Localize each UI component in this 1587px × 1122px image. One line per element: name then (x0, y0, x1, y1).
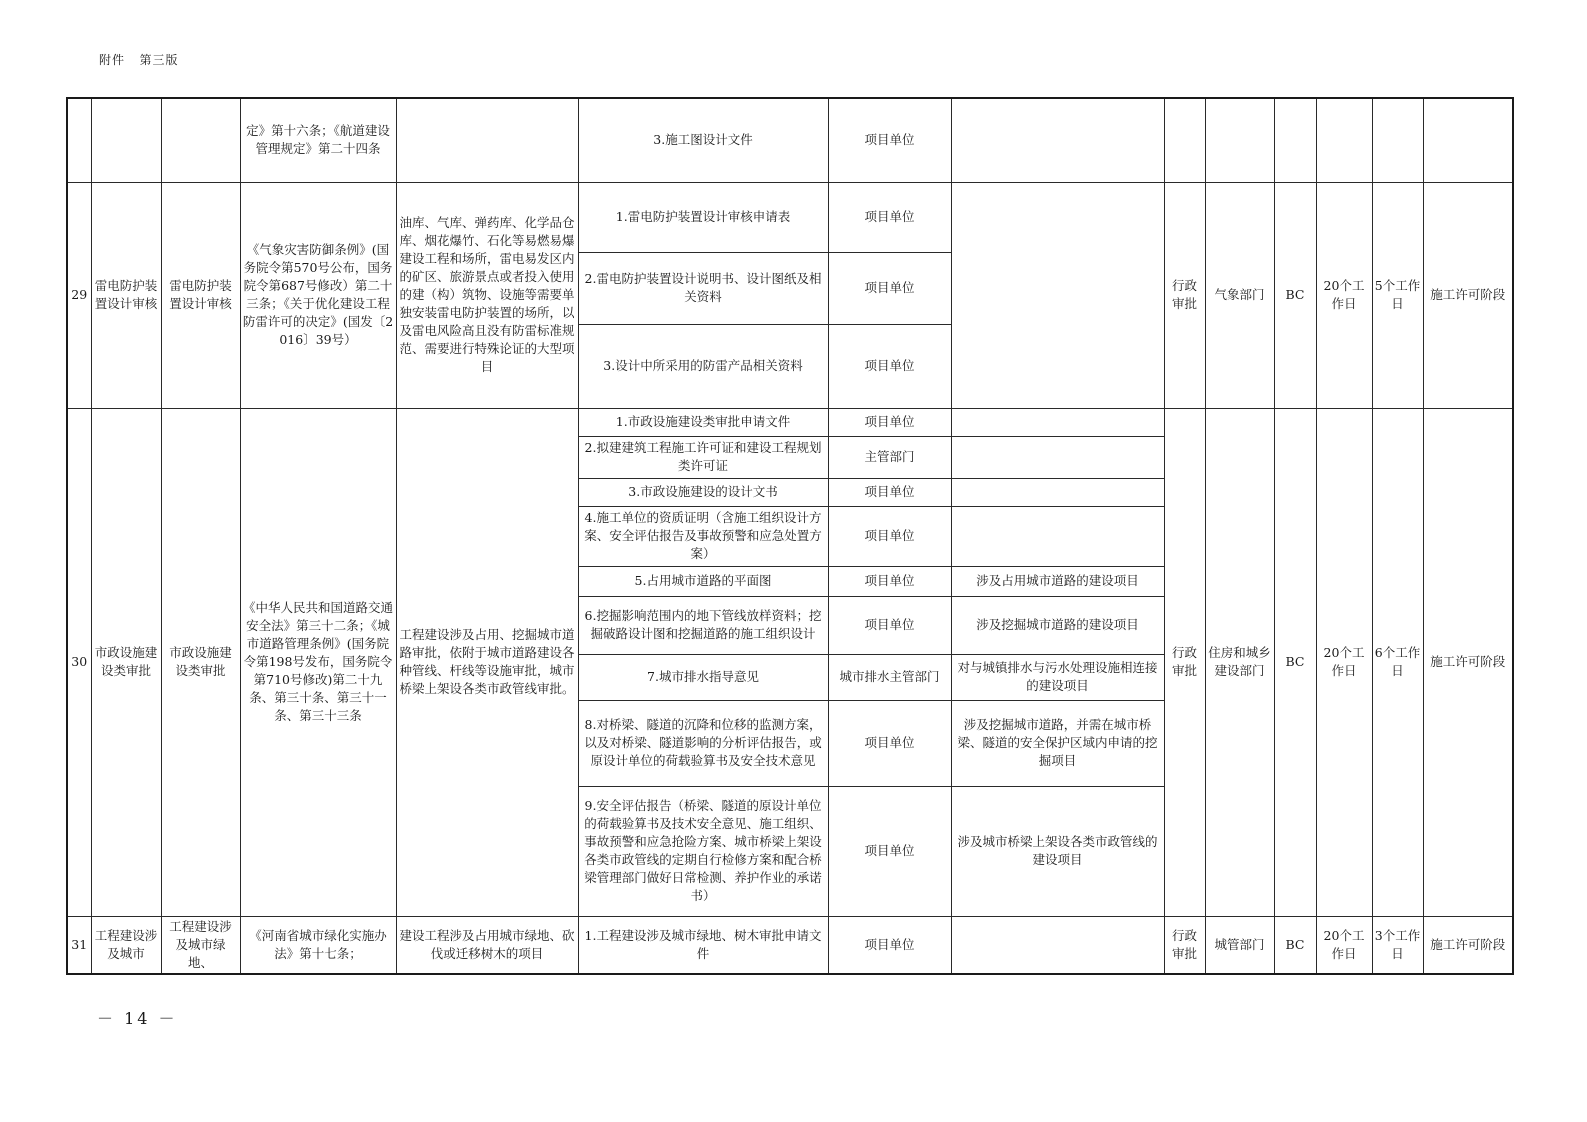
cell-material: 6.挖掘影响范围内的地下管线放样资料；挖掘破路设计图和挖掘道路的施工组织设计 (578, 596, 828, 654)
cell-type: 行政审批 (1164, 408, 1205, 916)
cell-note (951, 182, 1164, 408)
cell-promise: 6个工作日 (1372, 408, 1423, 916)
cell-no: 31 (67, 916, 91, 974)
cell-legal: 20个工作日 (1316, 916, 1372, 974)
cell-material: 3.施工图设计文件 (578, 98, 828, 182)
cell-level: BC (1274, 916, 1316, 974)
cell-provider: 项目单位 (828, 252, 951, 324)
cell-stage: 施工许可阶段 (1423, 408, 1513, 916)
cell-material: 3.设计中所采用的防雷产品相关资料 (578, 324, 828, 408)
table-row (67, 916, 1513, 974)
cell-name (91, 98, 161, 182)
cell-stage (1423, 98, 1513, 182)
table-row (67, 182, 1513, 252)
cell-basis: 《气象灾害防御条例》(国务院令第570号公布，国务院令第687号修改）第二十三条；《关于优化建设工程防雷许可的决定》(国发〔2016〕39号） (240, 182, 396, 408)
cell-dept: 住房和城乡建设部门 (1205, 408, 1274, 916)
cell-provider: 主管部门 (828, 436, 951, 478)
cell-note (951, 98, 1164, 182)
cell-material: 4.施工单位的资质证明（含施工组织设计方案、安全评估报告及事故预警和应急处置方案） (578, 506, 828, 566)
cell-provider: 城市排水主管部门 (828, 654, 951, 700)
cell-material: 1.市政设施建设类审批申请文件 (578, 408, 828, 436)
cell-name: 工程建设涉及城市 (91, 916, 161, 974)
attachment-label: 附件 (99, 53, 126, 67)
cell-note (951, 478, 1164, 506)
cell-dept: 城管部门 (1205, 916, 1274, 974)
cell-provider: 项目单位 (828, 182, 951, 252)
cell-note (951, 916, 1164, 974)
cell-dept (1205, 98, 1274, 182)
cell-legal (1316, 98, 1372, 182)
cell-name: 市政设施建设类审批 (91, 408, 161, 916)
cell-scope: 工程建设涉及占用、挖掘城市道路审批，依附于城市道路建设各种管线、杆线等设施审批，城市桥梁上架设各类市政管线审批。 (396, 408, 578, 916)
cell-material: 2.拟建建筑工程施工许可证和建设工程规划类许可证 (578, 436, 828, 478)
cell-note (951, 408, 1164, 436)
cell-scope: 建设工程涉及占用城市绿地、砍伐或迁移树木的项目 (396, 916, 578, 974)
cell-provider: 项目单位 (828, 596, 951, 654)
cell-stage: 施工许可阶段 (1423, 916, 1513, 974)
cell-sub: 工程建设涉及城市绿地、 (161, 916, 240, 974)
cell-note (951, 506, 1164, 566)
cell-promise: 3个工作日 (1372, 916, 1423, 974)
cell-promise: 5个工作日 (1372, 182, 1423, 408)
cell-provider: 项目单位 (828, 566, 951, 596)
cell-promise (1372, 98, 1423, 182)
cell-material: 1.工程建设涉及城市绿地、树木审批申请文件 (578, 916, 828, 974)
cell-no: 29 (67, 182, 91, 408)
cell-material: 8.对桥梁、隧道的沉降和位移的监测方案，以及对桥梁、隧道影响的分析评估报告，或原设计单位的荷载验算书及安全技术意见 (578, 700, 828, 786)
cell-level: BC (1274, 182, 1316, 408)
cell-legal: 20个工作日 (1316, 408, 1372, 916)
header-note (99, 51, 178, 68)
approval-table (66, 97, 1514, 975)
cell-sub: 市政设施建设类审批 (161, 408, 240, 916)
cell-material: 5.占用城市道路的平面图 (578, 566, 828, 596)
cell-level (1274, 98, 1316, 182)
cell-no: 30 (67, 408, 91, 916)
cell-stage: 施工许可阶段 (1423, 182, 1513, 408)
cell-provider: 项目单位 (828, 506, 951, 566)
cell-type: 行政审批 (1164, 916, 1205, 974)
cell-sub (161, 98, 240, 182)
cell-material: 9.安全评估报告（桥梁、隧道的原设计单位的荷载验算书及技术安全意见、施工组织、事故预警和应急抢险方案、城市桥梁上架设各类市政管线的定期自行检修方案和配合桥梁管理部门做好日常检测、养护作业的承诺书） (578, 786, 828, 916)
cell-material: 2.雷电防护装置设计说明书、设计图纸及相关资料 (578, 252, 828, 324)
cell-basis: 《中华人民共和国道路交通安全法》第三十二条；《城市道路管理条例》(国务院令第198号发布，国务院令第710号修改)第二十九条、第三十条、第三十一条、第三十三条 (240, 408, 396, 916)
cell-provider: 项目单位 (828, 408, 951, 436)
cell-scope: 油库、气库、弹药库、化学品仓库、烟花爆竹、石化等易燃易爆建设工程和场所，雷电易发区内的矿区、旅游景点或者投入使用的建（构）筑物、设施等需要单独安装雷电防护装置的场所，以及雷电风险高且没有防雷标准规范、需要进行特殊论证的大型项目 (396, 182, 578, 408)
cell-basis: 《河南省城市绿化实施办法》第十七条； (240, 916, 396, 974)
cell-no (67, 98, 91, 182)
cell-material: 3.市政设施建设的设计文书 (578, 478, 828, 506)
edition-label: 第三版 (139, 53, 179, 67)
cell-name: 雷电防护装置设计审核 (91, 182, 161, 408)
cell-note (951, 436, 1164, 478)
cell-provider: 项目单位 (828, 324, 951, 408)
cell-provider: 项目单位 (828, 478, 951, 506)
cell-provider: 项目单位 (828, 786, 951, 916)
cell-note: 涉及占用城市道路的建设项目 (951, 566, 1164, 596)
table-row (67, 98, 1513, 182)
cell-provider: 项目单位 (828, 700, 951, 786)
cell-note: 涉及挖掘城市道路，并需在城市桥梁、隧道的安全保护区域内申请的挖掘项目 (951, 700, 1164, 786)
cell-provider: 项目单位 (828, 916, 951, 974)
cell-material: 7.城市排水指导意见 (578, 654, 828, 700)
table-row (67, 408, 1513, 436)
cell-dept: 气象部门 (1205, 182, 1274, 408)
cell-basis: 定》第十六条；《航道建设管理规定》第二十四条 (240, 98, 396, 182)
cell-legal: 20个工作日 (1316, 182, 1372, 408)
cell-type: 行政审批 (1164, 182, 1205, 408)
cell-scope (396, 98, 578, 182)
cell-provider: 项目单位 (828, 98, 951, 182)
page-number: － 14 － (97, 1009, 178, 1028)
cell-material: 1.雷电防护装置设计审核申请表 (578, 182, 828, 252)
cell-note: 涉及城市桥梁上架设各类市政管线的建设项目 (951, 786, 1164, 916)
cell-level: BC (1274, 408, 1316, 916)
cell-sub: 雷电防护装置设计审核 (161, 182, 240, 408)
cell-note: 涉及挖掘城市道路的建设项目 (951, 596, 1164, 654)
cell-type (1164, 98, 1205, 182)
cell-note: 对与城镇排水与污水处理设施相连接的建设项目 (951, 654, 1164, 700)
